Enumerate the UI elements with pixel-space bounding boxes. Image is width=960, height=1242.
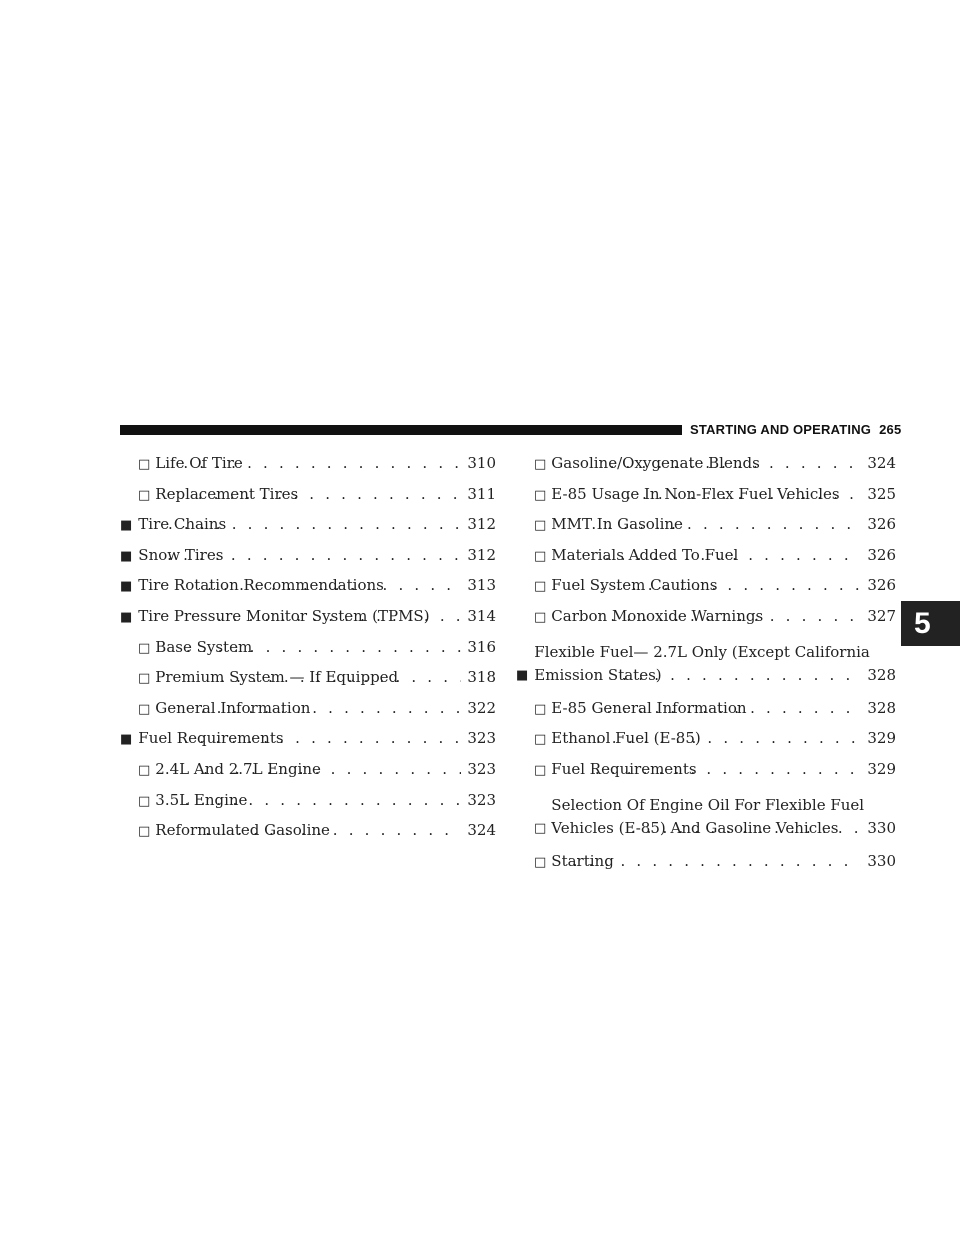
toc-entry-page: 323 — [467, 729, 496, 748]
hollow-square-bullet-icon: □ — [534, 457, 547, 472]
hollow-square-bullet-icon: □ — [138, 762, 151, 778]
dot-leader — [220, 662, 461, 692]
toc-entry-page: 326 — [867, 515, 896, 534]
toc-entry-page: 313 — [467, 576, 496, 595]
toc-entry-page: 328 — [867, 698, 896, 717]
toc-entry-page: 330 — [867, 818, 896, 837]
toc-entry-title — [551, 601, 764, 631]
dot-leader — [186, 632, 461, 662]
dot-leader — [203, 754, 461, 784]
toc-entry-title — [551, 540, 739, 570]
toc-entry-title — [551, 509, 683, 539]
dot-leader — [605, 540, 862, 570]
dot-leader — [610, 601, 861, 631]
dot-leader — [168, 509, 461, 539]
hollow-square-bullet-icon: □ — [138, 793, 151, 809]
toc-entry-title-text: General Information — [155, 698, 311, 717]
toc-entry[interactable] — [120, 815, 496, 846]
toc-entry-page: 323 — [467, 790, 496, 809]
toc-entry-title-text: Ethanol Fuel (E-85) — [551, 729, 701, 748]
toc-entry-title — [551, 794, 865, 840]
filled-square-bullet-icon: ■ — [120, 732, 133, 748]
toc-entry-page: 312 — [467, 515, 496, 534]
toc-entry-title — [155, 815, 330, 845]
dot-leader — [607, 693, 862, 723]
toc-entry-title — [138, 723, 284, 753]
toc-entry-page: 318 — [467, 668, 496, 687]
toc-entry-page: 329 — [867, 729, 896, 748]
toc-entry-title-text: 3.5L Engine — [155, 790, 248, 809]
toc-entry-title-text: Emission States) — [534, 665, 662, 684]
toc-entry[interactable] — [120, 479, 496, 510]
toc-entry[interactable] — [120, 785, 496, 816]
hollow-square-bullet-icon: □ — [534, 762, 547, 778]
toc-entry-title — [155, 479, 299, 509]
toc-entry-page: 329 — [867, 759, 896, 778]
toc-entry-title — [534, 641, 870, 687]
toc-entry[interactable] — [516, 754, 896, 785]
toc-entry-page: 310 — [467, 454, 496, 472]
toc-entry-title-text: 2.4L And 2.7L Engine — [155, 759, 321, 778]
toc-entry-page: 325 — [867, 484, 896, 503]
hollow-square-bullet-icon: □ — [138, 640, 151, 656]
toc-entry-title — [138, 570, 384, 600]
toc-entry-title — [155, 632, 253, 662]
toc-entry-page: 316 — [467, 637, 496, 656]
toc-entry[interactable] — [120, 509, 496, 540]
toc-entry-title — [551, 723, 701, 753]
toc-entry[interactable] — [120, 754, 496, 785]
hollow-square-bullet-icon: □ — [534, 579, 547, 595]
toc-entry[interactable] — [516, 693, 896, 724]
toc-entry[interactable] — [516, 448, 896, 479]
toc-entry-title-text: Tire Chains — [138, 515, 227, 534]
toc-entry-page: 324 — [467, 821, 496, 840]
toc-entry-title-text: Fuel Requirements — [551, 759, 697, 778]
toc-entry[interactable] — [516, 509, 896, 540]
toc-entry-title-line1: Selection Of Engine Oil For Flexible Fuel — [551, 795, 865, 814]
toc-entry[interactable] — [516, 785, 896, 846]
toc-entry-page: 324 — [867, 454, 896, 472]
dot-leader — [184, 723, 462, 753]
hollow-square-bullet-icon: □ — [534, 518, 547, 534]
hollow-square-bullet-icon: □ — [534, 609, 547, 625]
dot-leader — [207, 570, 461, 600]
dot-leader — [217, 601, 462, 631]
dot-leader — [167, 540, 461, 570]
toc-entry-page: 330 — [867, 851, 896, 870]
toc-entry-title — [551, 693, 747, 723]
filled-square-bullet-icon: ■ — [120, 518, 133, 534]
toc-right-column — [516, 448, 896, 876]
toc-entry-title — [138, 509, 227, 539]
toc-entry-title-text: Reformulated Gasoline — [155, 821, 330, 840]
filled-square-bullet-icon: ■ — [120, 548, 133, 564]
toc-entry-page: 322 — [467, 698, 496, 717]
hollow-square-bullet-icon: □ — [138, 671, 151, 687]
toc-entry-title — [155, 448, 243, 478]
toc-entry-title-text: Tire Rotation Recommendations — [138, 576, 384, 595]
toc-entry-title — [155, 785, 248, 815]
toc-entry-title-text: MMT In Gasoline — [551, 515, 683, 534]
hollow-square-bullet-icon: □ — [534, 548, 547, 564]
dot-leader — [198, 479, 462, 509]
toc-entry[interactable] — [516, 540, 896, 571]
hollow-square-bullet-icon: □ — [534, 820, 547, 836]
hollow-square-bullet-icon: □ — [534, 487, 547, 503]
toc-entry[interactable] — [120, 632, 496, 663]
toc-entry[interactable] — [120, 693, 496, 724]
dot-leader — [610, 448, 862, 478]
toc-entry-title-text: Life Of Tire — [155, 454, 243, 472]
dot-leader — [185, 785, 462, 815]
toc-entry-title-text: Fuel Requirements — [138, 729, 284, 748]
toc-entry-title-text: Tire Pressure Monitor System (TPMS) — [138, 606, 430, 625]
header-rule — [120, 425, 682, 435]
toc-entry[interactable] — [516, 846, 896, 877]
filled-square-bullet-icon: ■ — [120, 609, 133, 625]
toc-entry[interactable] — [120, 662, 496, 693]
running-header — [690, 421, 900, 439]
toc-entry[interactable] — [120, 448, 496, 479]
toc-entry-page: 326 — [867, 576, 896, 595]
dot-leader — [201, 693, 462, 723]
toc-entry[interactable] — [516, 570, 896, 601]
toc-entry-title-text: Replacement Tires — [155, 484, 299, 503]
filled-square-bullet-icon: ■ — [516, 667, 529, 683]
toc-entry[interactable] — [516, 601, 896, 632]
dot-leader — [596, 723, 862, 753]
toc-entry[interactable] — [120, 540, 496, 571]
dot-leader — [631, 817, 862, 840]
hollow-square-bullet-icon: □ — [534, 701, 547, 717]
dot-leader — [622, 664, 861, 687]
toc-entry-title — [551, 570, 718, 600]
toc-entry-title-line1: Flexible Fuel— 2.7L Only (Except California — [534, 642, 870, 661]
chapter-tab[interactable]: 5 — [901, 601, 960, 646]
toc-entry[interactable] — [120, 723, 496, 754]
page-number: 265 — [879, 422, 902, 437]
toc-entry-title — [138, 540, 224, 570]
toc-entry-title-text: Starting — [551, 851, 614, 870]
toc-entry-title-text: Premium System — If Equipped — [155, 668, 399, 687]
toc-entry[interactable] — [120, 570, 496, 601]
toc-entry-title-text: E-85 Usage In Non-Flex Fuel Vehicles — [551, 484, 840, 503]
toc-entry-title — [551, 846, 614, 876]
toc-entry-title-text: Gasoline/Oxygenate Blends — [551, 454, 760, 472]
toc-entry-title-text: Base System — [155, 637, 253, 656]
toc-entry-title — [551, 448, 760, 478]
toc-entry[interactable] — [516, 723, 896, 754]
filled-square-bullet-icon: ■ — [120, 579, 133, 595]
toc-entry-title — [138, 601, 430, 631]
toc-entry-title-text: Vehicles (E-85) And Gasoline Vehicles — [551, 818, 839, 837]
hollow-square-bullet-icon: □ — [138, 487, 151, 503]
section-title: STARTING AND OPERATING — [690, 422, 872, 437]
toc-left-column — [120, 448, 496, 846]
toc-entry-page: 312 — [467, 545, 496, 564]
toc-entry-page: 311 — [467, 484, 496, 503]
toc-entry-page: 314 — [467, 606, 496, 625]
toc-entry-title-text: E-85 General Information — [551, 698, 747, 717]
toc-entry-title — [551, 754, 697, 784]
dot-leader — [591, 509, 861, 539]
hollow-square-bullet-icon: □ — [138, 701, 151, 717]
dot-leader — [626, 479, 861, 509]
toc-entry-title-text: Snow Tires — [138, 545, 224, 564]
toc-entry-page: 327 — [867, 606, 896, 625]
toc-entry-title-text: Fuel System Cautions — [551, 576, 718, 595]
toc-entry-title-text: Materials Added To Fuel — [551, 545, 739, 564]
toc-entry[interactable] — [516, 479, 896, 510]
toc-entry-title — [155, 754, 321, 784]
toc-entry-page: 326 — [867, 545, 896, 564]
dot-leader — [595, 754, 862, 784]
hollow-square-bullet-icon: □ — [534, 732, 547, 748]
hollow-square-bullet-icon: □ — [138, 457, 151, 472]
dot-leader — [600, 570, 861, 600]
dot-leader — [183, 448, 461, 478]
toc-entry-title-text: Carbon Monoxide Warnings — [551, 606, 764, 625]
hollow-square-bullet-icon: □ — [138, 824, 151, 840]
toc-entry-title — [155, 662, 399, 692]
toc-entry-title — [155, 693, 311, 723]
dot-leader — [573, 846, 862, 876]
toc-entry[interactable] — [516, 632, 896, 693]
toc-entry-page: 328 — [867, 665, 896, 684]
toc-entry-title — [551, 479, 840, 509]
toc-entry-page: 323 — [467, 759, 496, 778]
hollow-square-bullet-icon: □ — [534, 854, 547, 870]
dot-leader — [205, 815, 461, 845]
toc-entry[interactable] — [120, 601, 496, 632]
